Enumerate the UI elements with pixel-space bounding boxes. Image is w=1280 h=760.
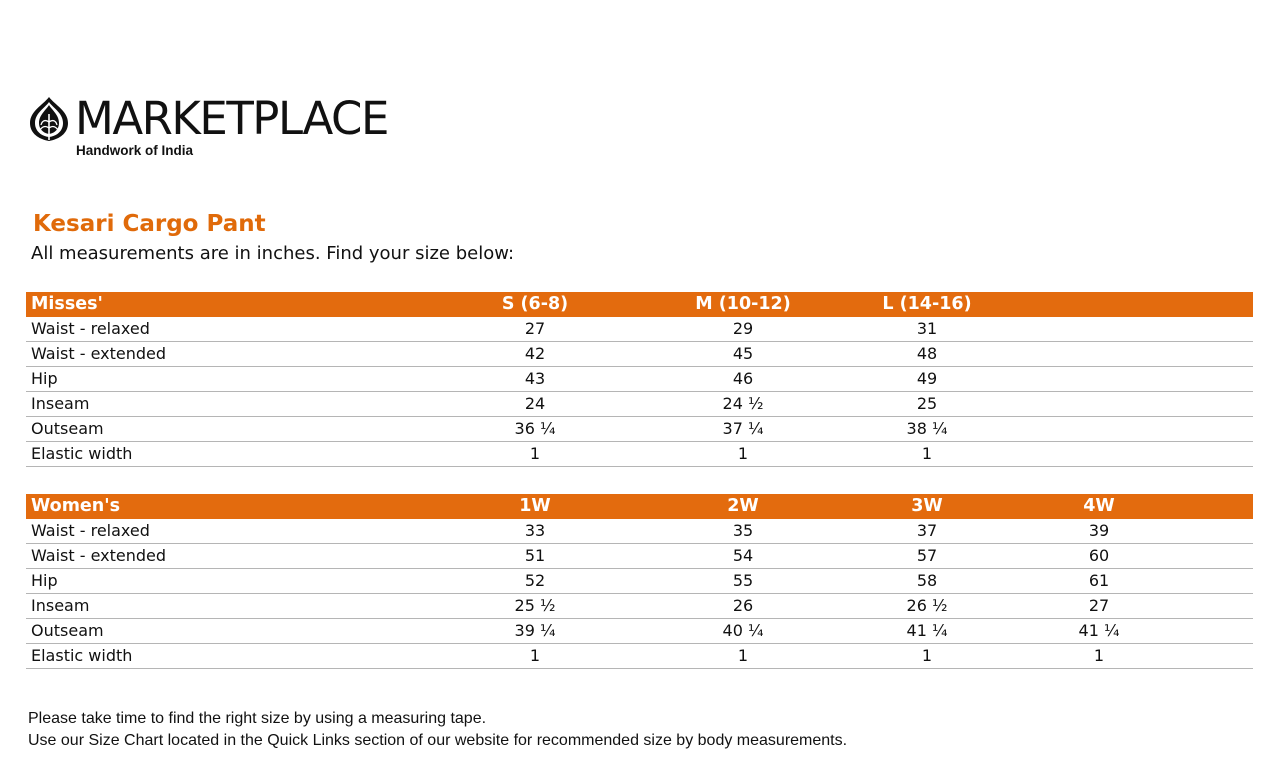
table-row	[26, 342, 1253, 367]
table-cell: 27	[524, 319, 546, 338]
table-cell: 51	[524, 546, 546, 565]
table-row	[26, 417, 1253, 442]
row-label: Elastic width	[31, 646, 133, 665]
row-label: Hip	[31, 571, 58, 590]
table-cell: 1	[921, 444, 933, 463]
table-cell: 36 ¼	[514, 419, 556, 438]
table-header	[26, 494, 1253, 519]
table-cell: 26 ½	[906, 596, 948, 615]
table-row	[26, 442, 1253, 467]
header-cell: S (6-8)	[501, 294, 569, 314]
row-label: Elastic width	[31, 444, 133, 463]
table-cell: 43	[524, 369, 546, 388]
table-cell: 41 ¼	[1078, 621, 1120, 640]
table-cell: 39 ¼	[514, 621, 556, 640]
table-cell: 1	[529, 444, 541, 463]
table-row	[26, 594, 1253, 619]
table-cell: 58	[916, 571, 938, 590]
row-label: Outseam	[31, 621, 104, 640]
table-cell: 48	[916, 344, 938, 363]
table-cell: 35	[732, 521, 754, 540]
product-subtitle: All measurements are in inches. Find your size below:	[31, 243, 515, 264]
table-cell: 25 ½	[514, 596, 556, 615]
brand-name: MARKETPLACE	[75, 92, 388, 145]
table-cell: 27	[1088, 596, 1110, 615]
table-cell: 31	[916, 319, 938, 338]
header-cell: L (14-16)	[882, 294, 972, 314]
row-label: Outseam	[31, 419, 104, 438]
table-cell: 29	[732, 319, 754, 338]
table-row	[26, 519, 1253, 544]
table-cell: 52	[524, 571, 546, 590]
womens-size-table	[26, 494, 1253, 669]
table-row	[26, 317, 1253, 342]
row-label: Waist - extended	[31, 344, 167, 363]
brand-tagline: Handwork of India	[76, 143, 194, 158]
table-row	[26, 569, 1253, 594]
product-title: Kesari Cargo Pant	[33, 211, 266, 237]
table-cell: 57	[916, 546, 938, 565]
table-cell: 55	[732, 571, 754, 590]
table-row	[26, 644, 1253, 669]
row-label: Hip	[31, 369, 58, 388]
table-cell: 46	[732, 369, 754, 388]
table-row	[26, 392, 1253, 417]
header-cell: 2W	[727, 496, 759, 516]
row-label: Inseam	[31, 394, 90, 413]
table-cell: 37	[916, 521, 938, 540]
table-cell: 1	[737, 444, 749, 463]
table-cell: 41 ¼	[906, 621, 948, 640]
misses-size-table	[26, 292, 1253, 467]
row-label: Inseam	[31, 596, 90, 615]
table-cell: 60	[1088, 546, 1110, 565]
row-label: Waist - extended	[31, 546, 167, 565]
note-measuring-tape: Please take time to find the right size by using a measuring tape.	[28, 710, 487, 727]
table-cell: 24	[524, 394, 546, 413]
table-cell: 26	[732, 596, 754, 615]
table-cell: 24 ½	[722, 394, 764, 413]
header-cell: 1W	[519, 496, 551, 516]
table-cell: 25	[916, 394, 938, 413]
table-cell: 42	[524, 344, 546, 363]
table-cell: 40 ¼	[722, 621, 764, 640]
table-cell: 61	[1088, 571, 1110, 590]
table-cell: 49	[916, 369, 938, 388]
table-cell: 1	[1093, 646, 1105, 665]
table-cell: 39	[1088, 521, 1110, 540]
header-cell: Misses'	[31, 294, 103, 314]
note-size-chart: Use our Size Chart located in the Quick Links section of our website for recommended size by body measurements.	[28, 732, 848, 749]
table-cell: 1	[737, 646, 749, 665]
table-cell: 38 ¼	[906, 419, 948, 438]
table-row	[26, 367, 1253, 392]
header-cell: M (10-12)	[695, 294, 791, 314]
table-cell: 1	[921, 646, 933, 665]
table-cell: 1	[529, 646, 541, 665]
table-cell: 45	[732, 344, 754, 363]
table-row	[26, 544, 1253, 569]
row-label: Waist - relaxed	[31, 319, 150, 338]
table-cell: 54	[732, 546, 754, 565]
table-header	[26, 292, 1253, 317]
table-row	[26, 619, 1253, 644]
header-cell: 4W	[1083, 496, 1115, 516]
table-cell: 37 ¼	[722, 419, 764, 438]
leaf-emblem-icon	[29, 96, 69, 142]
header-cell: Women's	[31, 496, 121, 516]
header-cell: 3W	[911, 496, 943, 516]
table-cell: 33	[524, 521, 546, 540]
row-label: Waist - relaxed	[31, 521, 150, 540]
